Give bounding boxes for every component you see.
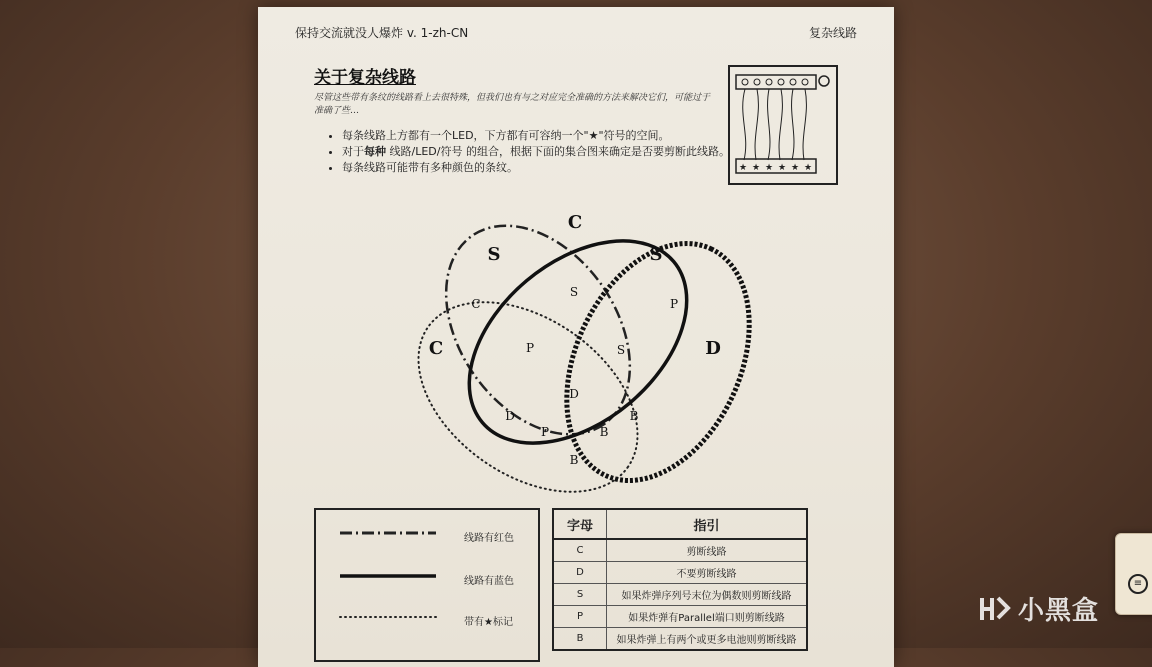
rule-item: • 每条线路可能带有多种颜色的条纹。 [342,160,742,176]
star-set-ellipse [388,263,673,502]
venn-diagram [388,202,768,502]
region-label: P [669,297,679,311]
rule-item: • 每条线路上方都有一个LED，下方都有可容纳一个"★"符号的空间。 [342,128,742,144]
rule-item: • 对于每种 线路/LED/符号 的组合，根据下面的集合图来确定是否要剪断此线路。 [342,144,742,160]
manual-page [258,7,894,667]
watermark-text: 小黑盒 [1018,596,1100,626]
set-label: S [487,244,501,265]
complicated-wires-module-icon [728,65,838,185]
line-style-legend [314,508,540,662]
legend-star: 带有★标记 [464,617,513,628]
region-label: P [525,341,535,355]
set-label: D [705,338,721,359]
instruction-table [552,508,808,651]
page-title: 关于复杂线路 [314,68,416,88]
region-label: D [569,387,579,401]
menu-icon[interactable]: ≡ [1128,574,1148,594]
svg-text:★: ★ [791,163,800,173]
region-label: S [569,285,579,299]
manual-version: 保持交流就没人爆炸 v. 1-zh-CN [295,26,469,40]
legend-blue: 线路有蓝色 [464,576,514,587]
svg-text:★: ★ [739,163,748,173]
table-row: S 如果炸弹序列号末位为偶数则剪断线路 [553,584,807,606]
table-row: D 不要剪断线路 [553,562,807,584]
svg-text:★: ★ [752,163,761,173]
svg-text:★: ★ [804,163,813,173]
watermark-logo-icon [978,592,1012,624]
svg-text:★: ★ [765,163,774,173]
rules-list [328,128,742,176]
table-header: 字母 [553,509,607,539]
set-label: C [428,338,444,359]
table-row: B 如果炸弹上有两个或更多电池则剪断线路 [553,628,807,651]
table-header: 指引 [607,509,808,539]
region-label: S [616,343,626,357]
region-label: P [540,425,550,439]
page-section-name: 复杂线路 [808,26,857,40]
region-label: B [629,409,639,423]
legend-red: 线路有红色 [464,533,514,544]
table-row: C 剪断线路 [553,539,807,562]
set-label: S [649,244,663,265]
intro-text: 尽管这些带有条纹的线路看上去很特殊，但我们也有与之对应完全准确的方法来解决它们，可能过于准确了些… [314,93,711,116]
region-label: C [471,297,481,311]
region-label: D [505,409,515,423]
region-label: B [599,425,609,439]
table-row: P 如果炸弹有Parallel端口则剪断线路 [553,606,807,628]
svg-text:★: ★ [778,163,787,173]
set-label: C [567,212,583,233]
region-label: B [569,453,579,467]
side-menu-widget[interactable] [1115,533,1152,615]
